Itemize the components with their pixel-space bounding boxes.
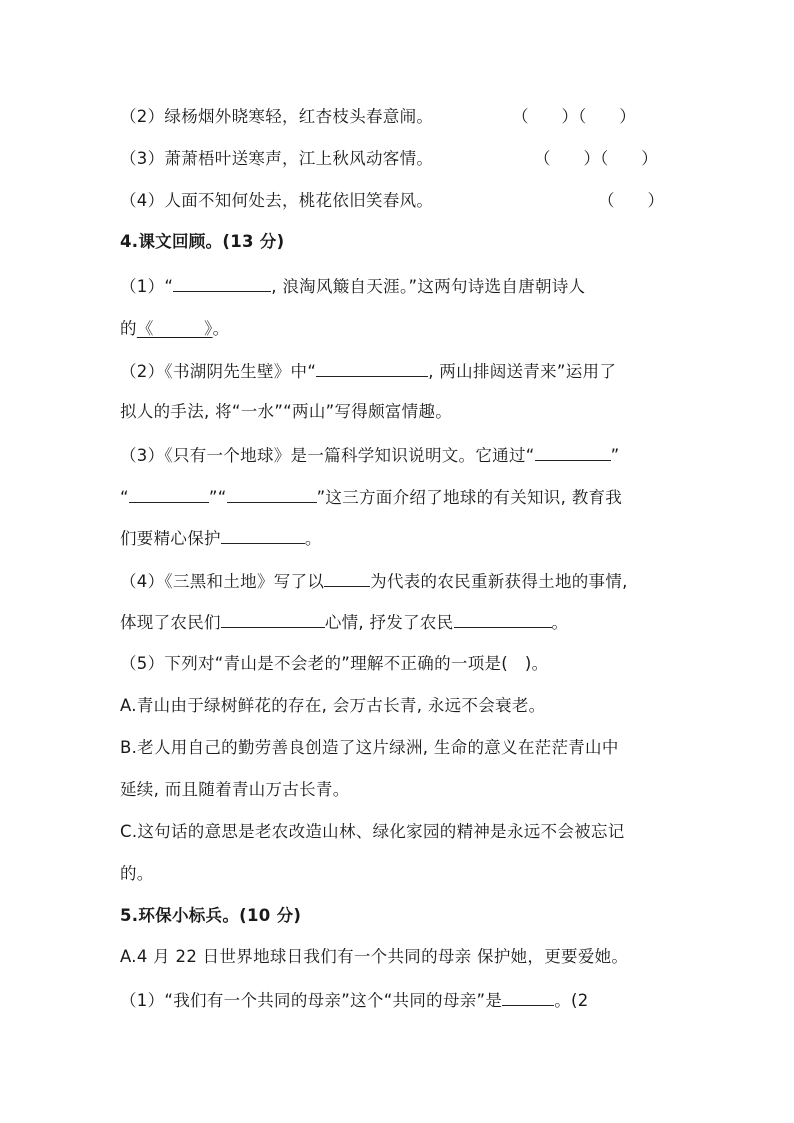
poem-item-3 <box>120 147 433 171</box>
fill-blank[interactable] <box>221 609 325 628</box>
q4-item-2-cont: 拟人的手法, 将“一水”“两山”写得颇富情趣。 <box>120 402 453 421</box>
option-b-cont: 延续, 而且随着青山万古长青。 <box>120 780 350 799</box>
option-a[interactable]: A.青山由于绿树鲜花的存在, 会万古长青, 永远不会衰老。 <box>120 696 546 715</box>
q4-item-2: （2）《书湖阴先生壁》中“ , 两山排闼送青来”运用了 <box>120 358 616 384</box>
q4-item-1: （1）“ , 浪淘风簸自天涯。”这两句诗选自唐朝诗人 <box>120 273 585 299</box>
fill-blank[interactable] <box>316 358 428 377</box>
fill-blank[interactable] <box>129 484 209 503</box>
option-c-cont: 的。 <box>120 864 154 883</box>
section-heading-5: 5.环保小标兵。(10 分) <box>120 906 302 925</box>
q4-item-4: （4）《三黑和土地》写了以 为代表的农民重新获得土地的事情, <box>120 568 628 594</box>
q4-item-5: （5）下列对“青山是不会老的”理解不正确的一项是( )。 <box>120 654 549 673</box>
fill-blank[interactable] <box>535 442 611 461</box>
answer-parens[interactable]: （ ）（ ） <box>512 107 636 126</box>
poem-item-text: （4）人面不知何处去，桃花依旧笑春风。 <box>120 191 434 210</box>
poem-item-4 <box>120 189 433 213</box>
poem-item-text: （2）绿杨烟外晓寒轻，红杏枝头春意闹。 <box>120 107 434 126</box>
q4-item-3-cont: “ ”“ ”这三方面介绍了地球的有关知识, 教育我 <box>120 484 622 510</box>
poem-item-2 <box>120 105 433 129</box>
q4-item-3-cont2: 们要精心保护 。 <box>120 525 322 551</box>
poem-item-text: （3）萧萧梧叶送寒声，江上秋风动客情。 <box>120 149 434 168</box>
q4-item-3: （3）《只有一个地球》是一篇科学知识说明文。它通过“ ” <box>120 442 619 468</box>
fill-blank[interactable] <box>502 987 554 1006</box>
option-c[interactable]: C.这句话的意思是老农改造山林、绿化家园的精神是永远不会被忘记 <box>120 822 625 841</box>
section-heading-4: 4.课文回顾。(13 分) <box>120 232 285 251</box>
fill-blank[interactable] <box>173 273 271 292</box>
fill-blank[interactable] <box>221 525 305 544</box>
answer-parens[interactable]: （ ）（ ） <box>534 149 658 168</box>
q5-item-1: （1）“我们有一个共同的母亲”这个“共同的母亲”是 。(2 <box>120 987 589 1013</box>
fill-blank[interactable] <box>324 568 370 587</box>
option-b[interactable]: B.老人用自己的勤劳善良创造了这片绿洲, 生命的意义在茫茫青山中 <box>120 738 619 757</box>
q5-passage: A.4 月 22 日世界地球日我们有一个共同的母亲 保护她，更要爱她。 <box>120 947 629 966</box>
book-title-blank[interactable]: 《 》 <box>136 319 213 338</box>
q4-item-4-cont: 体现了农民们 心情, 抒发了农民 。 <box>120 609 568 635</box>
answer-parens[interactable]: （ ） <box>598 191 664 210</box>
q4-item-1-cont: 的《 》。 <box>120 319 230 338</box>
fill-blank[interactable] <box>227 484 317 503</box>
fill-blank[interactable] <box>454 609 552 628</box>
